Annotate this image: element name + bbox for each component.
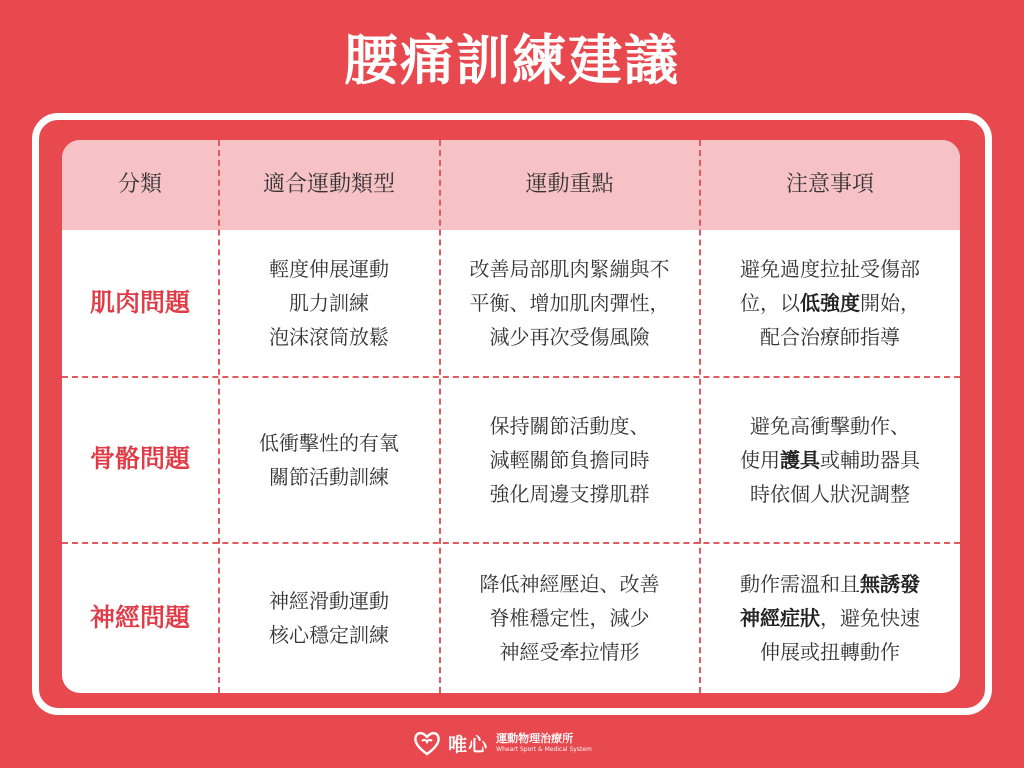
cell-line: 神經受牽拉情形 <box>499 640 640 664</box>
brand-subtitle-block <box>496 733 592 753</box>
footer <box>0 727 1024 759</box>
cell-line: 核心穩定訓練 <box>269 623 389 647</box>
brand-name: 唯心 <box>448 733 489 756</box>
category-label: 骨骼問題 <box>89 444 190 474</box>
cell-text: 配合治療師指導 <box>760 325 900 349</box>
brand-english: Wheart Sport & Medical System <box>496 746 592 753</box>
cell-line: 強化周邊支撐肌群 <box>489 481 650 506</box>
cell-line <box>740 286 920 320</box>
header-notes-label: 注意事項 <box>785 172 874 198</box>
header-category <box>62 140 218 230</box>
notes-text <box>740 567 920 669</box>
brand-subtitle: 運動物理治療所 <box>496 732 574 745</box>
key-points-cell <box>440 230 699 376</box>
header-key-points-label: 運動重點 <box>525 172 614 198</box>
cell-line: 降低神經壓迫、改善 <box>479 572 660 596</box>
cell-line: 神經滑動運動 <box>269 589 389 613</box>
header-notes <box>700 140 960 230</box>
cell-line: 脊椎穩定性，減少 <box>489 606 650 630</box>
category-bone <box>62 377 218 542</box>
cell-text: 動作需溫和且 <box>740 572 860 596</box>
cell-line: 改善局部肌肉緊繃與不 <box>469 257 670 281</box>
cell-line: 平衡、增加肌肉彈性， <box>469 291 670 315</box>
header-exercise-types <box>219 140 439 230</box>
cell-line <box>740 477 920 511</box>
exercise-types-cell <box>219 543 439 693</box>
exercise-types-text <box>269 252 389 354</box>
exercise-types-text <box>269 584 389 652</box>
cell-text: 使用 <box>740 447 780 472</box>
notes-cell <box>700 230 960 376</box>
cell-line: 減少再次受傷風險 <box>489 325 650 349</box>
notes-cell <box>700 543 960 693</box>
cell-line: 輕度伸展運動 <box>269 257 389 281</box>
cell-line <box>740 567 920 601</box>
header-category-label: 分類 <box>117 172 162 198</box>
category-label: 肌肉問題 <box>89 287 190 317</box>
emphasis-text: 無誘發 <box>860 572 920 596</box>
page-title: 腰痛訓練建議 <box>344 29 680 92</box>
training-table <box>62 140 960 693</box>
heart-hands-icon <box>412 729 442 757</box>
key-points-text <box>480 567 660 669</box>
notes-cell <box>700 377 960 542</box>
cell-text: ，避免快速 <box>820 606 920 630</box>
exercise-types-cell <box>219 230 439 376</box>
brand-logo <box>412 729 592 757</box>
cell-line: 低衝擊性的有氧 <box>259 430 399 455</box>
emphasis-text: 護具 <box>780 447 820 472</box>
cell-text: 開始， <box>860 291 920 315</box>
cell-text: 或輔助器具 <box>820 447 920 472</box>
notes-text <box>740 409 920 511</box>
cell-text: 位，以 <box>740 291 800 315</box>
cell-line <box>740 635 920 669</box>
cell-line <box>740 252 920 286</box>
cell-text: 時依個人狀況調整 <box>750 481 910 506</box>
key-points-cell <box>440 543 699 693</box>
cell-text: 避免高衝擊動作、 <box>750 413 910 438</box>
category-label: 神經問題 <box>89 602 190 632</box>
cell-line <box>740 409 920 443</box>
cell-text: 伸展或扭轉動作 <box>760 640 900 664</box>
cell-text: 避免過度拉扯受傷部 <box>740 257 920 281</box>
key-points-cell <box>440 377 699 542</box>
cell-line: 關節活動訓練 <box>269 464 389 489</box>
header-key-points <box>440 140 699 230</box>
cell-line: 泡沫滾筒放鬆 <box>269 325 389 349</box>
cell-line <box>740 443 920 477</box>
key-points-text <box>470 252 670 354</box>
cell-line: 保持關節活動度、 <box>489 413 650 438</box>
cell-line <box>740 320 920 354</box>
category-nerve <box>62 543 218 693</box>
cell-line: 肌力訓練 <box>289 291 369 315</box>
header-exercise-types-label: 適合運動類型 <box>262 172 395 198</box>
cell-line: 減輕關節負擔同時 <box>489 447 650 472</box>
category-muscle <box>62 230 218 376</box>
cell-line <box>740 601 920 635</box>
exercise-types-text <box>259 426 399 494</box>
emphasis-text: 神經症狀 <box>740 606 820 630</box>
key-points-text <box>490 409 650 511</box>
notes-text <box>740 252 920 354</box>
emphasis-text: 低強度 <box>800 291 860 315</box>
exercise-types-cell <box>219 377 439 542</box>
